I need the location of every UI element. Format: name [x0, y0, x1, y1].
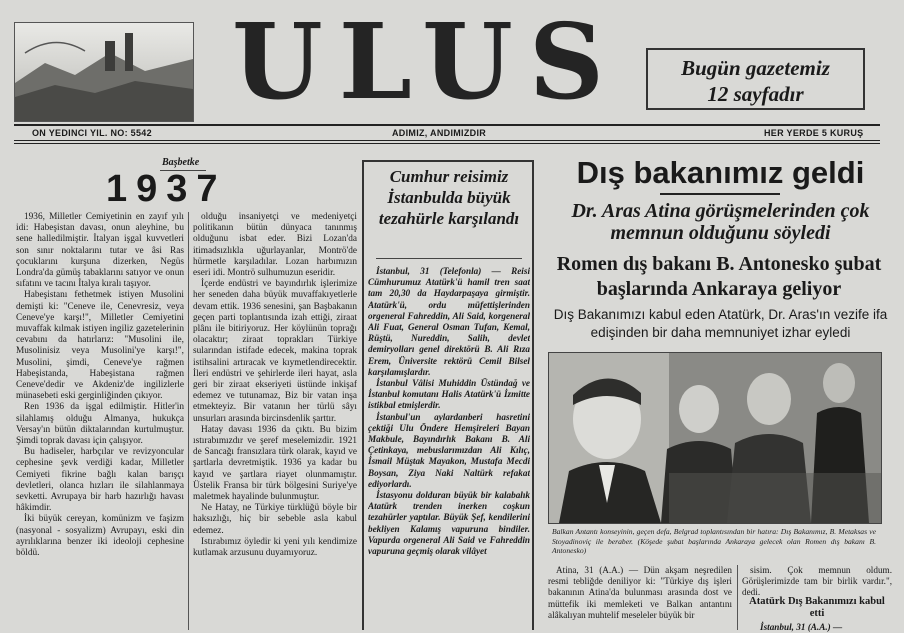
photo-caption: Balkan Antantı konseyinin, geçen defa, Belgrad toplantısından bir hatıra: Dış Bakanımız, B. Metaksas ve Stoyadinoviç ile beraber. (Köşede şubat başlarında Ankaraya gelecek olan Romen dış bakanı B. Antonesko) [552, 527, 876, 555]
lead-story-paragraph: sisim. Çok memnun oldum. Görüşlerimizde tam bir birlik vardır.", dedi. [742, 565, 892, 598]
masthead-rule-bottom-2 [14, 143, 880, 144]
center-story-body [368, 266, 530, 630]
masthead-illustration [14, 22, 194, 122]
editorial-paragraph: olduğu insaniyetçi ve medeniyetçi politikanın bütün dünyaca tanınmış olduğunu isbat eder. Bizi Lozan'da itimadsızlıkla uğurlayanlar, Montrö'de hürmetle karşıladılar. Lozan harbımızın eseri idi. Montrö sulhumuzun eseridir. [193, 212, 357, 279]
editorial-paragraph: İki büyük cereyan, komünizm ve faşizm (nasyonal - sosyalizm) Avrupayı, eski din ayrılıklarına benzer iki ideoloji cephesine böldü. [16, 514, 184, 559]
price: HER YERDE 5 KURUŞ [764, 128, 864, 138]
center-story-paragraph: İstanbul'un aylardanberi hasretini çektiği Ulu Öndere Hemşireleri Bayan Makbule, Bayındırlık Bakanı B. Ali Çetinkaya, mebuslarımızdan Ali Kılıç, İsmail Müştak Mayakon, Mustafa Mecdi Boysan, Ziya Naki Naltürk refakat ediyorlardı. [368, 411, 530, 489]
subsection-heading: Atatürk Dış Bakanımızı kabul etti [749, 596, 885, 619]
center-story-paragraph: İstasyonu dolduran büyük bir kalabalık Atatürk trenden inerken coşkun tezahürler yaptılar. Büyük Şef, kendilerini bekliyen Kalamış vapuruna bindiler. Vapurda orgeneral Ali Said ve Fahreddin vapuruna geçmiş olarak vilâyet [368, 490, 530, 557]
editorial-column-2 [193, 212, 357, 630]
center-story-paragraph: İstanbul, 31 (Telefonla) — Reisi Cümhurumuz Atatürk'ü hamil tren saat tam 20,30 da Haydarpaşaya girmiştir. Atatürk'ü, ordu müfettişlerinden orgeneral Fahreddin, Ali Said, korgeneral Ali Fuat, General Osman Tufan, Kemal, Rüştü, Nureddin, Salih, devlet demiryolları genel direktörü B. Ali Rıza Erem, Üniversite rektörü Cemil Bilsel karşılamışlardır. [368, 266, 530, 377]
editorial-paragraph: 1936, Milletler Cemiyetinin en zayıf yılı idi: Habeşistan davası, onun aleyhine, bu sene halledilmiştir. İtalyan işgal kuvvetleri son sınır noktalarını tutar ve âsi Ras çocuklarını kurşuna dizerken, Negüs Londra'da gümüş tabaklarını satıyor ve onun sıfatını ve tacını İtalya kıralı taşıyor. [16, 212, 184, 290]
editorial-paragraph: İçerde endüstri ve bayındırlık işlerimize her seneden daha büyük muvaffakıyetlerle devam ettik. 1936 senesini, şan Başbakanın geçen parti toplantısında izah ettiği, ziraat plânı ile bitiriyoruz. Her köylünün toprağı olacaktır; ziraat toprakları Türkiye sularından istifade edecek, makina toprak istihsalini artıracak ve kıymetlendirecektir. İleri endüstri ve şehirlerde ileri hayat, asla geri bir ziraat ekseriyeti üstünde inkişaf edemez ve tutunamaz, Biz bir vatan inşa etmekteyiz. Bir vatanın her türlü sâyı unsurları arasında bircinsdenlik şarttır. [193, 279, 357, 424]
dateline: İstanbul, 31 (A.A.) — [760, 622, 843, 632]
editorial-column-1 [16, 212, 184, 630]
editorial-paragraph: Hatay davası 1936 da çıktı. Bu bizim ıstırabımızdır ve şeref meselemizdir. 1921 de Sancağı fransızlara türk olarak, kayıd ve şartlarla devretmiştik. 1936 ya kadar bu kayıd ve şartlara riayet olunmamıştır. Üstelik Fransa bir türk bölgesini Suriye'ye maletmek hayalinde bulunmuştur. [193, 424, 357, 503]
issue-number: ON YEDINCI YIL. NO: 5542 [32, 128, 152, 138]
column-divider [188, 212, 189, 630]
newspaper-logo: ULUS [232, 0, 620, 123]
editorial-paragraph: Bu hadiseler, harbçılar ve revizyoncular cephesine şevk verdiği kadar, Milletler Cemiyeti fikrine bağlı kalan barışçı devletleri, olanca hızları ile silahlanmaya sevketti. Avrupaya bir harb hazırlığı havası hâkimdir. [16, 447, 184, 514]
center-story-paragraph: İstanbul Vâlisi Muhiddin Üstündağ ve İstanbul komutanı Halis Atatürk'ü İzmitte istikbal etmişlerdir. [368, 378, 530, 411]
masthead-rule-bottom [14, 140, 880, 141]
lead-deck: Dış Bakanımızı kabul eden Atatürk, Dr. Aras'ın vezife ifa edişinden bir daha memnuniyet izhar eyledi [553, 307, 888, 340]
promo-line-1: Bugün gazetemiz [681, 56, 830, 80]
editorial-title: 1937 [106, 168, 227, 210]
lead-headline-rule [660, 193, 780, 195]
lead-story-left [548, 565, 732, 630]
lead-story-right [742, 565, 892, 599]
column-divider [737, 565, 738, 630]
newspaper-motto: ADIMIZ, ANDIMIZDIR [392, 128, 487, 138]
editorial-paragraph: Habeşistanı fethetmek istiyen Musolini demişti ki: "Ceneve ile, Cenevresiz, veya Ceneve'ye karşı!", Milletler Cemiyetini muvaffak kılmak istiyen ingiliz gazetelerinin cevabını da hatırlarız: "Musolini ile, Musolinisiz veya Musolini'ye karşı!", Musolini, şimdi, Ceneve'ye rağmen Habeşistanda, Habeşistana rağmen Ceneve'dedir ve Akdeniz'de ingilizlerle münasebeti eski gerginliğinden çıkıyor. [16, 290, 184, 402]
masthead-rule-top [14, 124, 880, 126]
second-headline: Romen dış bakanı B. Antonesko şubat başlarında Ankaraya geliyor [556, 253, 882, 300]
editorial-paragraph: Ren 1936 da işgal edilmiştir. Hitler'in silahlamış olduğu Almanya, hukukça Versay'ın bütün diktalarından kurtulmuştur. Şimdi toprak davası için çalışıyor. [16, 402, 184, 447]
editorial-paragraph: Istırabımız öyledir ki yeni yılı kendimize kutlamak arzusunu duyamıyoruz. [193, 536, 357, 559]
editorial-paragraph: Ne Hatay, ne Türkiye türklüğü böyle bir haksızlığı, hiç bir sebeble asla kabul edemez. [193, 503, 357, 536]
lead-story-paragraph: Atina, 31 (A.A.) — Dün akşam neşredilen resmi tebliğde deniliyor ki: "Türkiye dış işleri bakanının Atina'da bulunması arasında dost ve müttefik iki memleketi ve Balkan antantını alâkalıyan muhtelif meseleler büyük bir [548, 565, 732, 620]
center-title-rule [376, 258, 522, 259]
promo-line-2: 12 sayfadır [707, 82, 804, 106]
lead-subheadline: Dr. Aras Atina görüşmelerinden çok memnun olduğunu söyledi [571, 200, 870, 244]
lead-headline: Dış bakanımız geldi [576, 155, 865, 190]
center-story-title: Cumhur reisimiz İstanbulda büyük tezahürle karşılandı [378, 167, 520, 228]
promo-box [646, 48, 865, 110]
editorial-kicker: Başbetke [162, 157, 200, 168]
news-photo [548, 352, 882, 524]
